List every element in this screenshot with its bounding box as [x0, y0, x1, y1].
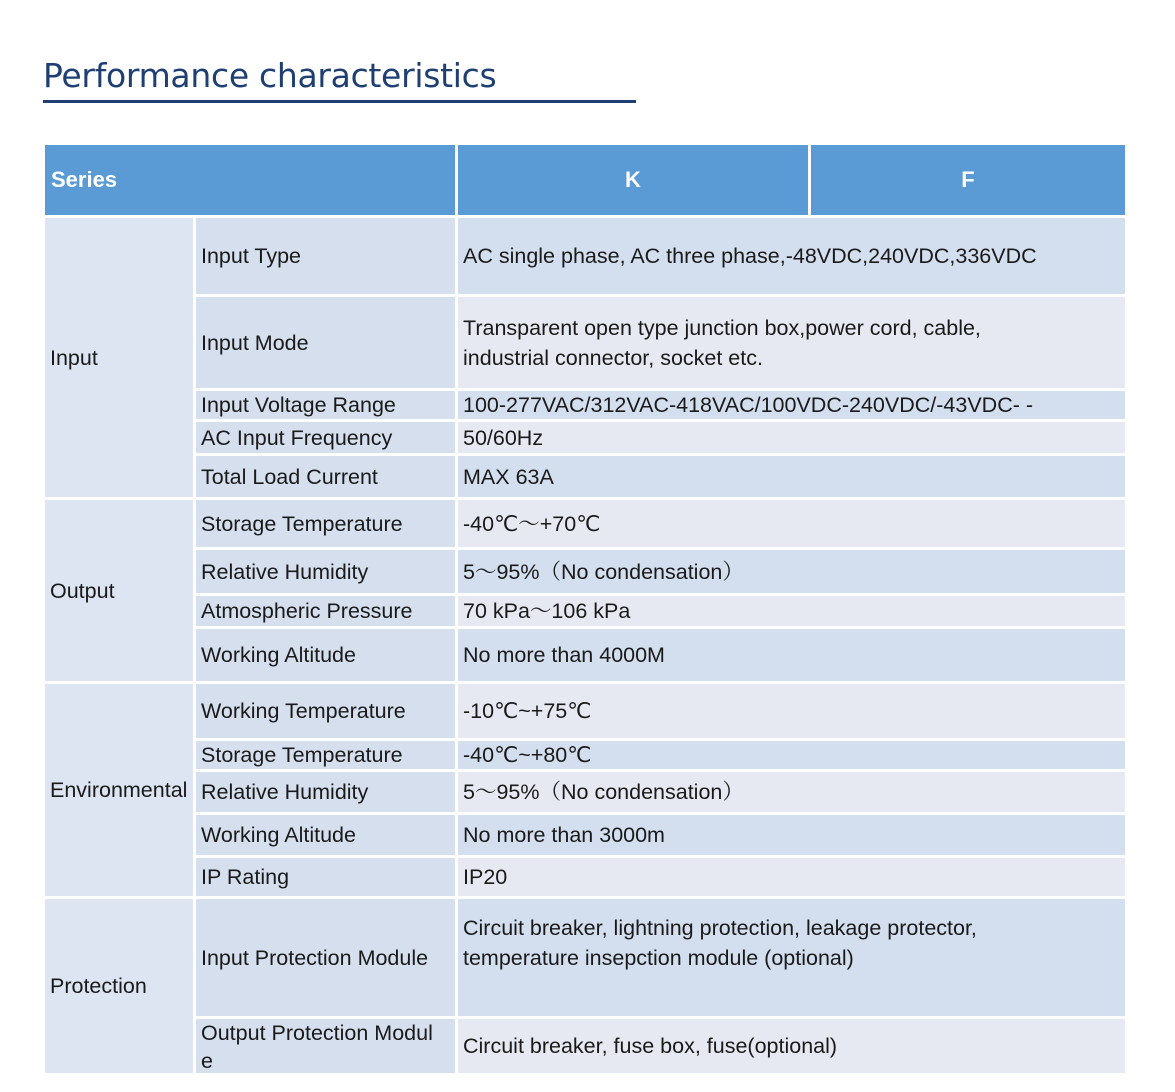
value-working-temperature: -10℃~+75℃ — [458, 684, 1125, 738]
value-ip-rating: IP20 — [458, 858, 1125, 896]
value-working-altitude-output: No more than 4000M — [458, 629, 1125, 681]
label-atmospheric-pressure: Atmospheric Pressure — [196, 596, 455, 626]
value-input-protection-line2: temperature insepction module (optional) — [463, 946, 854, 970]
title-underline — [43, 100, 636, 103]
value-relative-humidity-output: 5～95%（No condensation） — [458, 550, 1125, 593]
page-title: Performance characteristics — [43, 56, 497, 95]
label-relative-humidity-output: Relative Humidity — [196, 550, 455, 593]
header-k: K — [458, 145, 808, 215]
label-input-mode: Input Mode — [196, 297, 455, 388]
label-storage-temperature-env: Storage Temperature — [196, 741, 455, 769]
label-input-voltage-range: Input Voltage Range — [196, 391, 455, 419]
label-ip-rating: IP Rating — [196, 858, 455, 896]
value-total-load-current: MAX 63A — [458, 456, 1125, 497]
value-storage-temperature-env: -40℃~+80℃ — [458, 741, 1125, 769]
label-output-protection-line2: e — [201, 1049, 213, 1073]
header-f: F — [811, 145, 1125, 215]
value-atmospheric-pressure: 70 kPa～106 kPa — [458, 596, 1125, 626]
value-input-mode-line1: Transparent open type junction box,power cord, cable, — [463, 315, 981, 340]
label-input-type: Input Type — [196, 218, 455, 294]
value-relative-humidity-env: 5～95%（No condensation） — [458, 772, 1125, 812]
value-input-protection-line1: Circuit breaker, lightning protection, leakage protector, — [463, 916, 977, 940]
section-input: Input — [45, 218, 193, 497]
value-input-mode — [458, 297, 1125, 388]
label-relative-humidity-env: Relative Humidity — [196, 772, 455, 812]
label-output-protection-line1: Output Protection Modul — [201, 1021, 433, 1045]
value-input-mode-line2: industrial connector, socket etc. — [463, 345, 763, 370]
label-total-load-current: Total Load Current — [196, 456, 455, 497]
value-input-protection-module — [458, 899, 1125, 1016]
value-input-type: AC single phase, AC three phase,-48VDC,240VDC,336VDC — [458, 218, 1125, 294]
section-protection: Protection — [45, 899, 193, 1073]
value-output-protection-module: Circuit breaker, fuse box, fuse(optional) — [458, 1019, 1125, 1073]
label-input-protection-module: Input Protection Module — [196, 899, 455, 1016]
value-input-voltage-range: 100-277VAC/312VAC-418VAC/100VDC-240VDC/-43VDC- - — [458, 391, 1125, 419]
label-storage-temperature-output: Storage Temperature — [196, 500, 455, 547]
label-working-altitude-env: Working Altitude — [196, 815, 455, 855]
label-working-altitude-output: Working Altitude — [196, 629, 455, 681]
header-series: Series — [45, 145, 455, 215]
label-ac-input-frequency: AC Input Frequency — [196, 422, 455, 453]
value-storage-temperature-output: -40℃～+70℃ — [458, 500, 1125, 547]
value-ac-input-frequency: 50/60Hz — [458, 422, 1125, 453]
label-working-temperature: Working Temperature — [196, 684, 455, 738]
label-output-protection-module — [196, 1019, 455, 1073]
value-working-altitude-env: No more than 3000m — [458, 815, 1125, 855]
section-output: Output — [45, 500, 193, 681]
section-environmental: Environmental — [45, 684, 193, 896]
